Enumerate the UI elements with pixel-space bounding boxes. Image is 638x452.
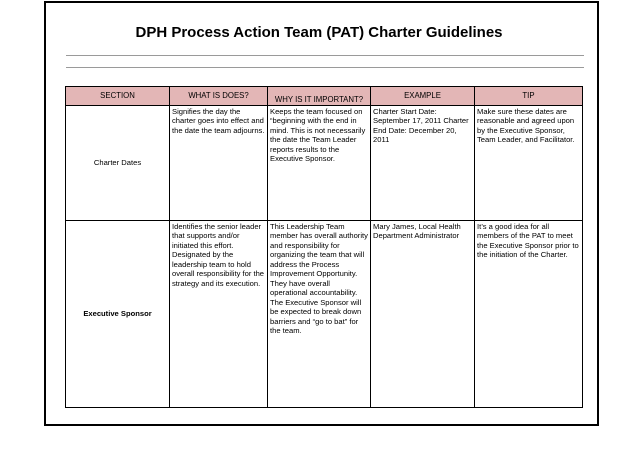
table-row <box>66 106 583 221</box>
header-example: EXAMPLE <box>371 87 475 106</box>
row-section: Executive Sponsor <box>66 221 170 408</box>
charter-guidelines-table <box>65 86 583 408</box>
header-what: WHAT IS DOES? <box>170 87 268 106</box>
title-divider <box>66 55 584 56</box>
table-header-row <box>66 87 583 106</box>
row-what: Identifies the senior leader that supports and/or initiated this effort. Designated by the leadership team to hold overall responsibility for the strategy and its execution. <box>170 221 268 408</box>
page-title: DPH Process Action Team (PAT) Charter Guidelines <box>135 24 503 41</box>
row-what: Signifies the day the charter goes into effect and the date the team adjourns. <box>170 106 268 221</box>
row-section: Charter Dates <box>66 106 170 221</box>
row-why: Keeps the team focused on “beginning with the end in mind. This is not necessarily the date the Team Leader reports results to the Executive Sponsor. <box>268 106 371 221</box>
row-why: This Leadership Team member has overall authority and responsibility for organizing the team that will address the Process Improvement Opportunity. They have overall operational accountability. The Executive Sponsor will be expected to break down barriers and “go to bat” for the team. <box>268 221 371 408</box>
title-divider-lower <box>66 67 584 68</box>
row-example: Charter Start Date: September 17, 2011 Charter End Date: December 20, 2011 <box>371 106 475 221</box>
header-why: WHY IS IT IMPORTANT? <box>268 87 371 106</box>
row-tip: It’s a good idea for all members of the PAT to meet the Executive Sponsor prior to the initiation of the Charter. <box>475 221 583 408</box>
header-tip: TIP <box>475 87 583 106</box>
row-tip: Make sure these dates are reasonable and agreed upon by the Executive Sponsor, Team Leader, and Facilitator. <box>475 106 583 221</box>
table-row <box>66 221 583 408</box>
header-section: SECTION <box>66 87 170 106</box>
row-example: Mary James, Local Health Department Administrator <box>371 221 475 408</box>
